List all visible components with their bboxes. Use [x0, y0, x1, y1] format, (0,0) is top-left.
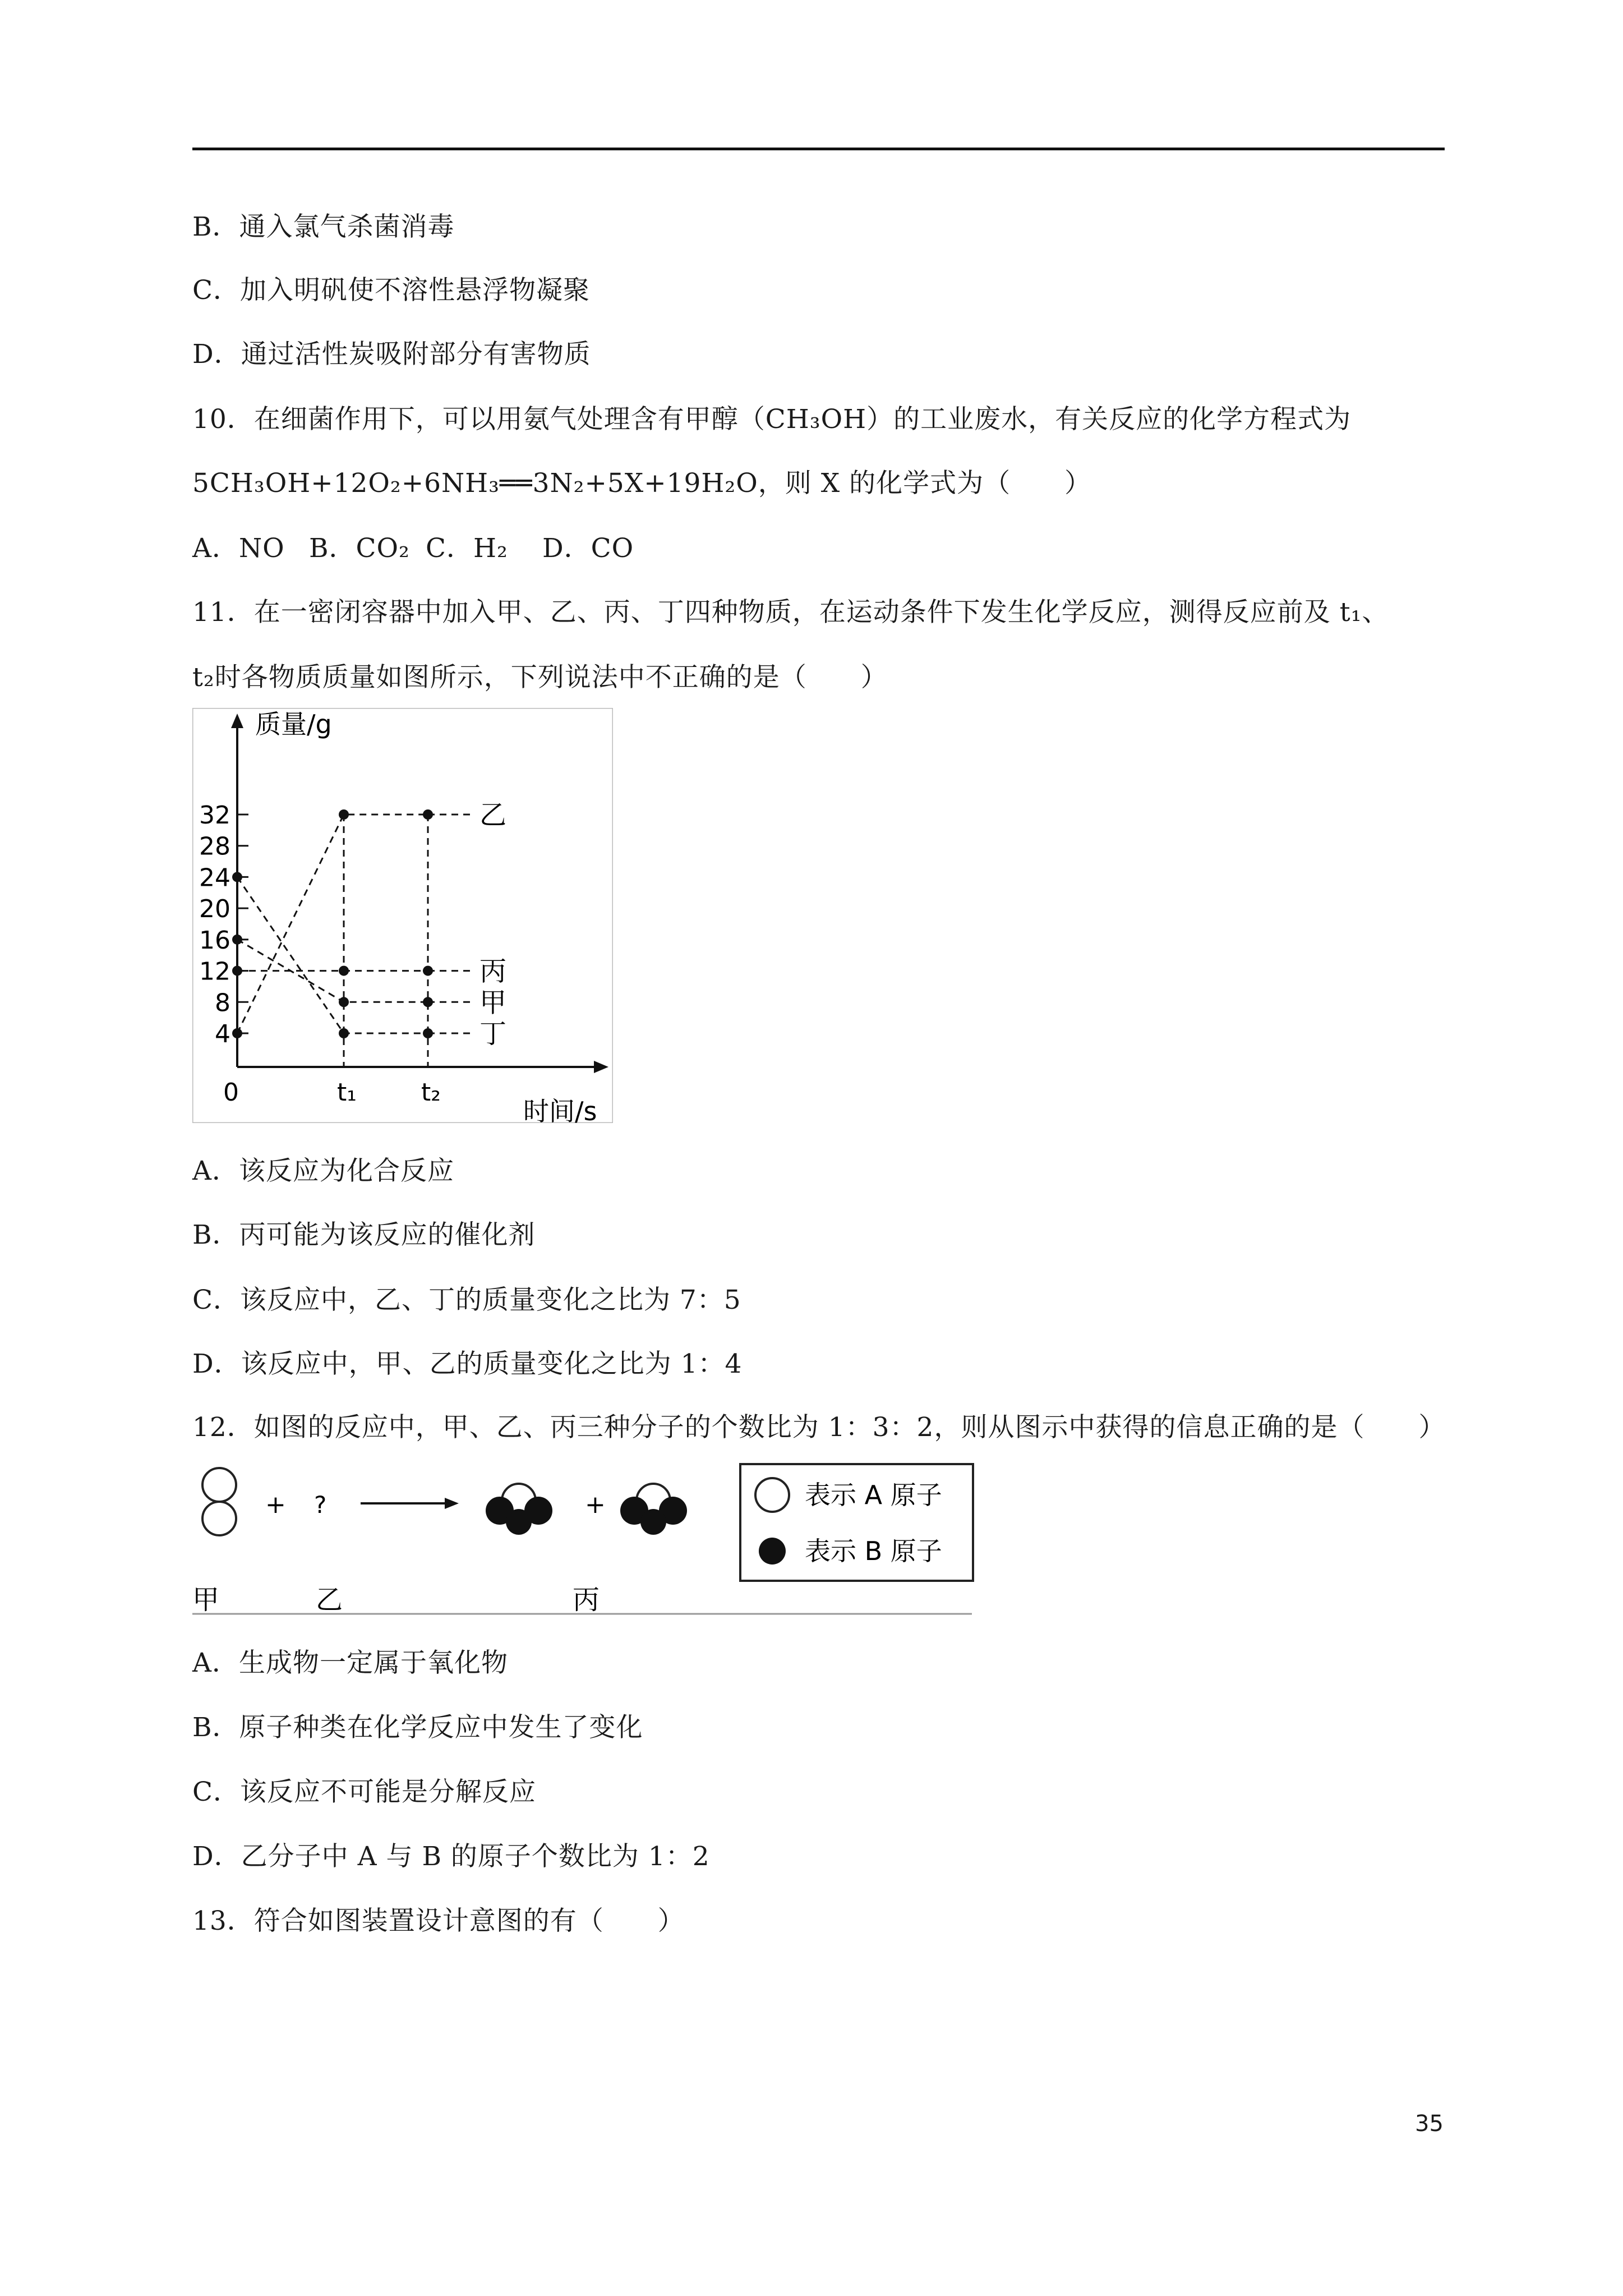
q11-option-c: C．该反应中，乙、丁的质量变化之比为 7：5: [192, 1285, 741, 1315]
data-point: [339, 1028, 349, 1038]
jia-molecule-atom-bottom: [202, 1502, 236, 1535]
q9-option-c: C．加入明矾使不溶性悬浮物凝聚: [192, 275, 590, 306]
label-bing: 丙: [573, 1584, 600, 1616]
series-name-label: 乙: [479, 799, 507, 831]
series-name-label: 甲: [479, 987, 507, 1019]
reaction-arrow-head: [445, 1498, 459, 1509]
y-tick-label: 12: [199, 957, 230, 986]
x-tick-label: 0: [223, 1078, 239, 1107]
q9-option-d: D．通过活性炭吸附部分有害物质: [192, 339, 591, 370]
q11-option-b: B．丙可能为该反应的催化剂: [192, 1220, 536, 1250]
mass-time-chart: [192, 708, 613, 1123]
q12-option-a: A．生成物一定属于氧化物: [192, 1648, 508, 1678]
bing-2-atom-b-bottom: [640, 1509, 666, 1535]
plus-sign-1: +: [265, 1490, 286, 1519]
q12-option-b: B．原子种类在化学反应中发生了变化: [192, 1712, 643, 1743]
legend-atom-b-icon: [759, 1538, 786, 1565]
data-point: [232, 966, 242, 976]
series-name-label: 丁: [479, 1018, 507, 1050]
q11-stem-line2: t₂时各物质质量如图所示，下列说法中不正确的是（ ）: [192, 662, 888, 693]
yi-unknown-mark: ?: [314, 1491, 327, 1519]
header-rule: [192, 148, 1445, 150]
legend-atom-a-icon: [755, 1478, 789, 1512]
q10-option-c: C．H₂: [426, 533, 508, 564]
data-point: [339, 809, 349, 820]
y-tick-label: 24: [199, 863, 230, 892]
label-jia: 甲: [192, 1584, 220, 1616]
molecule-reaction-diagram: [192, 1461, 978, 1621]
q10-equation: 5CH₃OH+12O₂+6NH₃══3N₂+5X+19H₂O，则 X 的化学式为（ ）: [192, 468, 1092, 499]
x-tick-label: t₂: [421, 1078, 441, 1107]
q11-option-d: D．该反应中，甲、乙的质量变化之比为 1：4: [192, 1349, 743, 1379]
y-tick-label: 8: [215, 988, 230, 1018]
data-point: [232, 935, 242, 945]
q12-stem: 12．如图的反应中，甲、乙、丙三种分子的个数比为 1：3：2，则从图示中获得的信息正确的是（ ）: [192, 1412, 1446, 1443]
x-axis-label: 时间/s: [523, 1096, 597, 1123]
q13-stem: 13．符合如图装置设计意图的有（ ）: [192, 1906, 685, 1936]
q10-stem: 10．在细菌作用下，可以用氨气处理含有甲醇（CH₃OH）的工业废水，有关反应的化学方程式为: [192, 404, 1352, 435]
q10-option-b: B．CO₂: [309, 533, 410, 564]
q12-option-c: C．该反应不可能是分解反应: [192, 1777, 536, 1807]
y-tick-label: 20: [199, 895, 230, 924]
series-name-label: 丙: [479, 955, 507, 987]
q11-option-a: A．该反应为化合反应: [192, 1156, 454, 1186]
q10-option-a: A．NO: [192, 533, 285, 564]
legend-atom-a-label: 表示 A 原子: [805, 1480, 942, 1510]
data-point: [423, 809, 433, 820]
data-point: [232, 1028, 242, 1038]
data-point: [423, 966, 433, 976]
label-yi: 乙: [316, 1584, 343, 1616]
y-tick-label: 28: [199, 832, 230, 861]
q11-stem-line1: 11．在一密闭容器中加入甲、乙、丙、丁四种物质，在运动条件下发生化学反应，测得反应前及 t₁、: [192, 597, 1389, 628]
bing-1-atom-b-bottom: [506, 1509, 532, 1535]
jia-molecule-atom-top: [202, 1468, 236, 1502]
data-point: [339, 966, 349, 976]
data-point: [232, 872, 242, 882]
q12-option-d: D．乙分子中 A 与 B 的原子个数比为 1：2: [192, 1841, 710, 1872]
chart-frame: [192, 708, 613, 1123]
y-tick-label: 16: [199, 926, 230, 955]
q10-options: [192, 532, 634, 565]
legend-atom-b-label: 表示 B 原子: [805, 1536, 942, 1566]
y-tick-label: 4: [215, 1020, 230, 1048]
page-number: 35: [1415, 2111, 1444, 2137]
y-axis-label: 质量/g: [255, 709, 332, 739]
data-point: [423, 997, 433, 1007]
data-point: [423, 1028, 433, 1038]
x-tick-label: t₁: [337, 1078, 357, 1107]
q10-option-d: D．CO: [542, 533, 634, 564]
plus-sign-2: +: [585, 1490, 606, 1519]
y-tick-label: 32: [199, 801, 230, 830]
data-point: [339, 997, 349, 1007]
q9-option-b: B．通入氯气杀菌消毒: [192, 211, 455, 242]
